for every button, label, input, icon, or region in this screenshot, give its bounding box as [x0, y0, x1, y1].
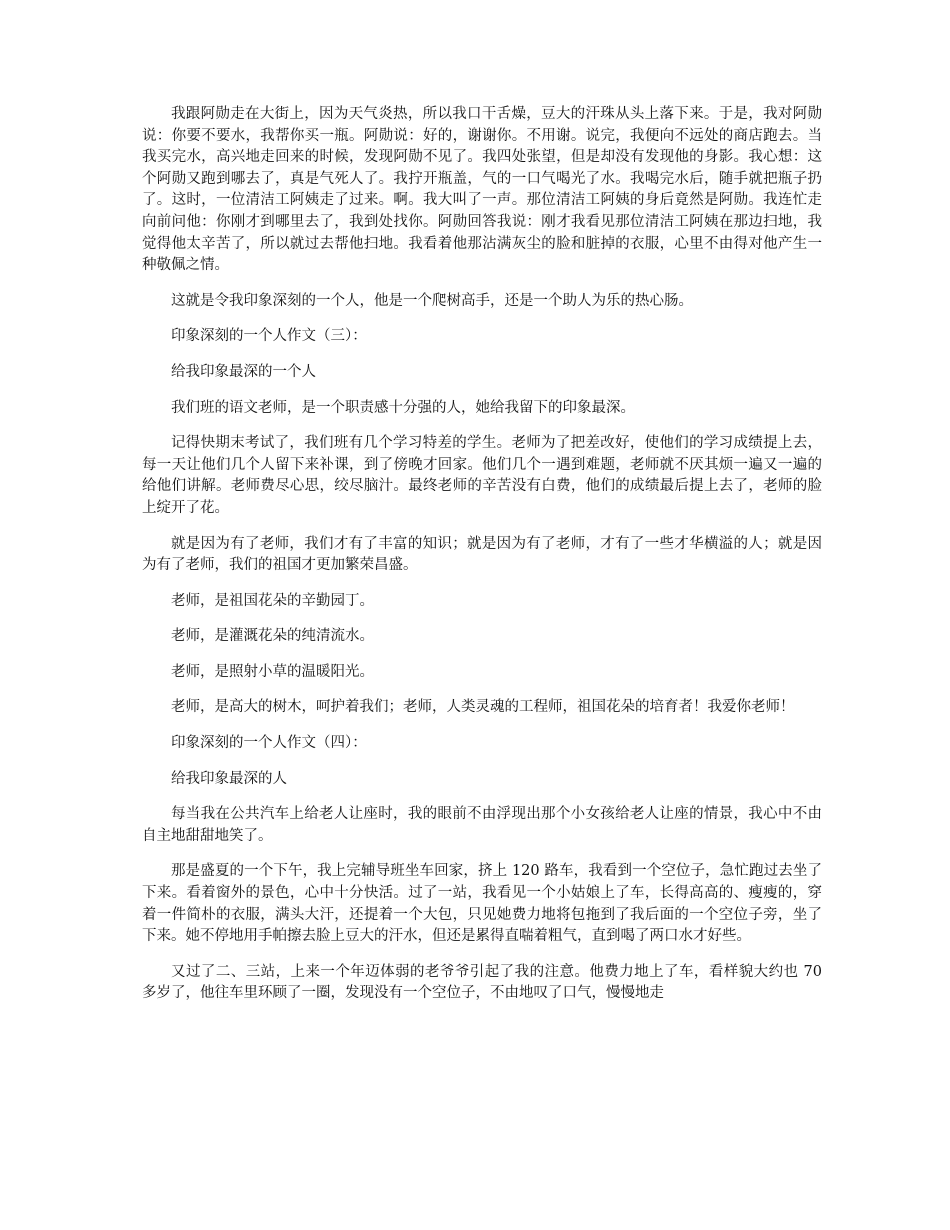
paragraph-15: 那是盛夏的一个下午，我上完辅导班坐车回家，挤上 120 路车，我看到一个空位子，急忙跑过去坐了下来。看着窗外的景色，心中十分快活。过了一站，我看见一个小姑娘上了车，长得高高的、瘦瘦的，穿着一件简朴的衣服，满头大汗，还提着一个大包，只见她费力地将包拖到了我后面的一个空位子旁，坐了下来。她不停地用手帕擦去脸上豆大的汗水，但还是累得直喘着粗气，直到喝了两口水才好些。: [142, 863, 822, 945]
paragraph-6: 记得快期末考试了，我们班有几个学习特差的学生。老师为了把差改好，使他们的学习成绩提上去，每一天让他们几个人留下来补课，到了傍晚才回家。他们几个一遇到难题，老师就不厌其烦一遍又一遍的给他们讲解。老师费尽心思，绞尽脑汁。最终老师的辛苦没有白费，他们的成绩最后提上去了，老师的脸上绽开了花。: [142, 435, 822, 516]
section-heading-4: 印象深刻的一个人作文（四）：: [171, 735, 367, 752]
paragraph-8: 老师，是祖国花朵的辛勤园丁。: [171, 592, 374, 609]
section-heading-3: 印象深刻的一个人作文（三）：: [171, 328, 367, 345]
paragraph-7: 就是因为有了老师，我们才有了丰富的知识；就是因为有了老师，才有了一些才华横溢的人；就是因为有了老师，我们的祖国才更加繁荣昌盛。: [142, 535, 822, 574]
paragraph-11: 老师，是高大的树木，呵护着我们；老师，人类灵魂的工程师，祖国花朵的培育者！我爱你老师！: [171, 699, 795, 716]
essay-title-3: 给我印象最深的一个人: [171, 363, 316, 380]
paragraph-2: 这就是令我印象深刻的一个人，他是一个爬树高手，还是一个助人为乐的热心肠。: [171, 292, 693, 309]
paragraph-5: 我们班的语文老师，是一个职责感十分强的人，她给我留下的印象最深。: [171, 399, 635, 416]
document-page: [142, 104, 822, 1019]
essay-title-4: 给我印象最深的人: [171, 770, 287, 787]
paragraph-10: 老师，是照射小草的温暖阳光。: [171, 663, 374, 680]
paragraph-16: 又过了二、三站，上来一个年迈体弱的老爷爷引起了我的注意。他费力地上了车，看样貌大约也 70 多岁了，他往车里环顾了一圈，发现没有一个空位子，不由地叹了口气，慢慢地走: [142, 963, 822, 1002]
paragraph-9: 老师，是灌溉花朵的纯清流水。: [171, 628, 374, 645]
paragraph-1: 我跟阿勋走在大街上，因为天气炎热，所以我口干舌燥，豆大的汗珠从头上落下来。于是，我对阿勋说：你要不要水，我帮你买一瓶。阿勋说：好的，谢谢你。不用谢。说完，我便向不远处的商店跑去。当我买完水，高兴地走回来的时候，发现阿勋不见了。我四处张望，但是却没有发现他的身影。我心想：这个阿勋又跑到哪去了，真是气死人了。我拧开瓶盖，气的一口气喝光了水。我喝完水后，随手就把瓶子扔了。这时，一位清洁工阿姨走了过来。啊。我大叫了一声。那位清洁工阿姨的身后竟然是阿勋。我连忙走向前问他：你刚才到哪里去了，我到处找你。阿勋回答我说：刚才我看见那位清洁工阿姨在那边扫地，我觉得他太辛苦了，所以就过去帮他扫地。我看着他那沾满灰尘的脸和脏掉的衣服，心里不由得对他产生一种敬佩之情。: [142, 106, 822, 274]
paragraph-14: 每当我在公共汽车上给老人让座时，我的眼前不由浮现出那个小女孩给老人让座的情景，我心中不由自主地甜甜地笑了。: [142, 806, 822, 844]
